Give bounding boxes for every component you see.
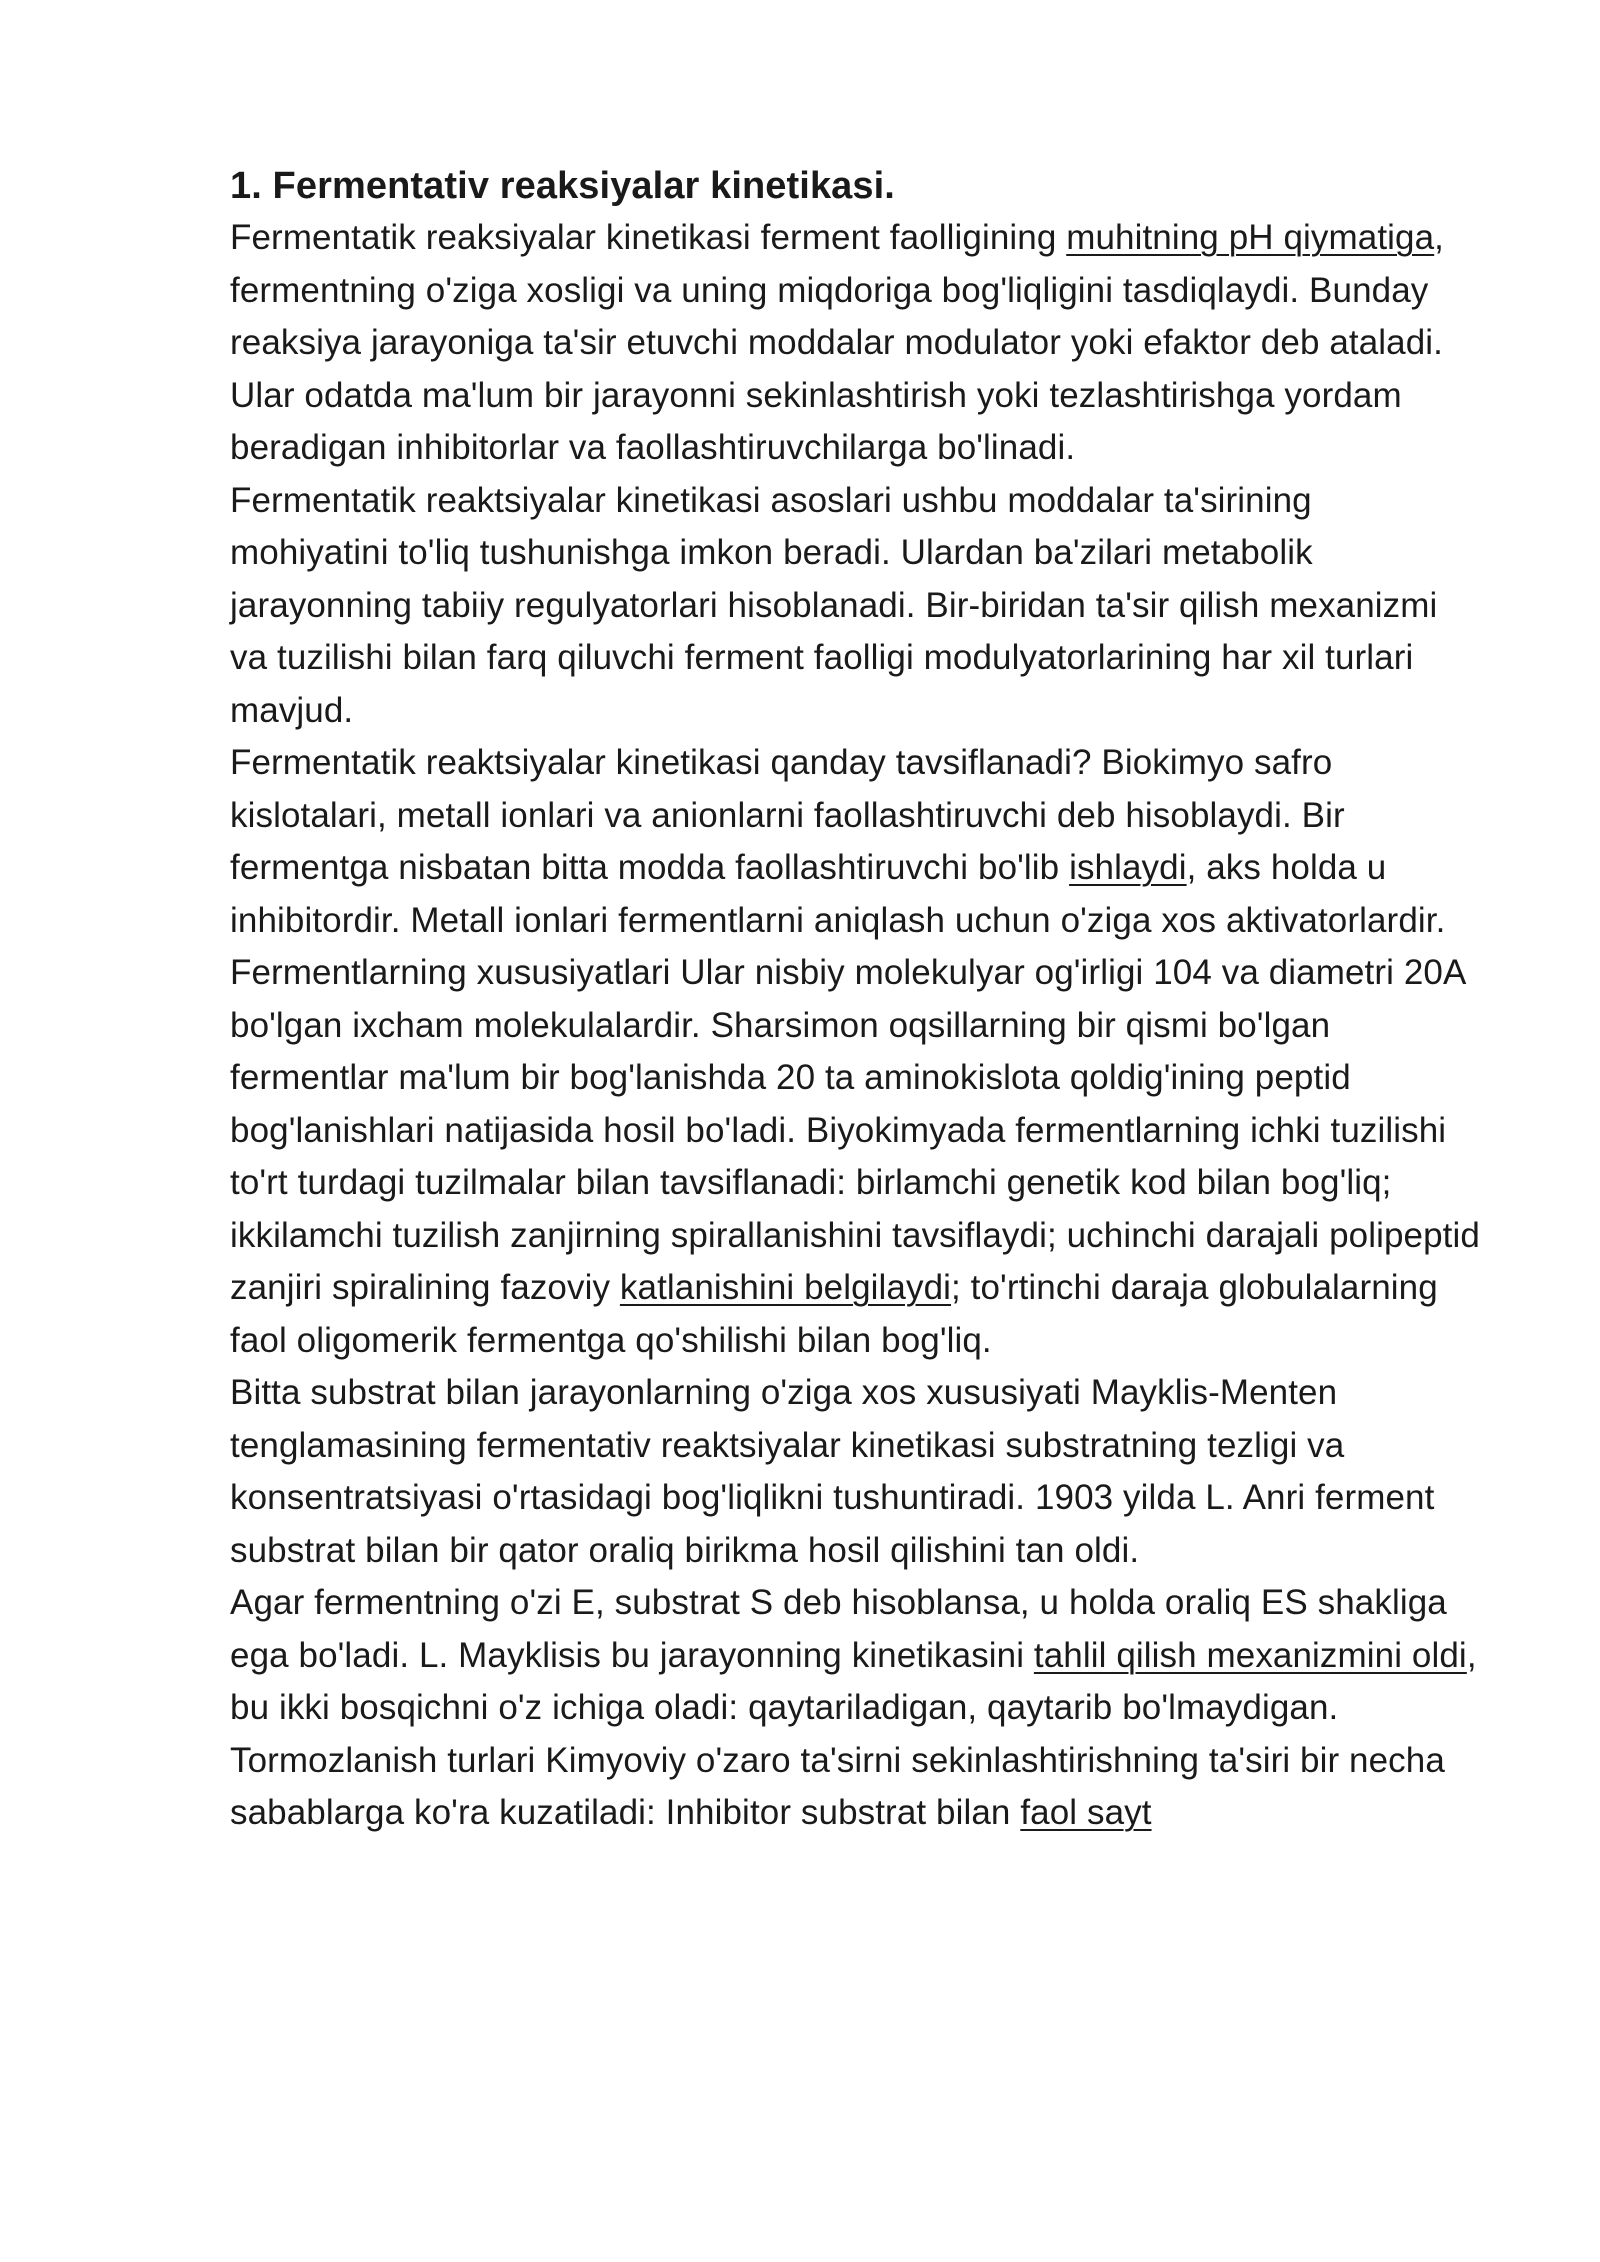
document-title: 1. Fermentativ reaksiyalar kinetikasi. [230, 165, 895, 207]
paragraph-inhibition-types [230, 1735, 1480, 1840]
link-tahlil-qilish-mexanizmini-oldi[interactable]: tahlil qilish mexanizmini oldi [1033, 1635, 1467, 1675]
link-faol-sayt[interactable]: faol sayt [1020, 1793, 1152, 1832]
paragraph-activators [230, 737, 1480, 947]
paragraph-text: Fermentatik reaktsiyalar kinetikasi qanday tavsiflanadi? Biokimyo safro kislotalari, metall ionlari va anionlarni faollashtiruvchi deb hisoblaydi. Bir fermentga nisbatan bitta modda faollashtiruvchi bo'lib [230, 743, 1345, 887]
paragraph-text: Tormozlanish turlari Kimyoviy o'zaro ta'sirni sekinlashtirishning ta'siri bir necha sabablarga ko'ra kuzatiladi: Inhibitor substrat bilan [230, 1740, 1445, 1832]
link-katlanishini-belgilaydi[interactable]: katlanishini belgilaydi [619, 1268, 952, 1307]
paragraph-text: , aks holda u inhibitordir. Metall ionlari fermentlarni aniqlash uchun o'ziga xos aktivatorlardir. [230, 848, 1446, 940]
paragraph-text: , bu ikki bosqichni o'z ichiga oladi: qaytariladigan, qaytarib bo'lmaydigan. [230, 1635, 1477, 1727]
paragraph-michaelis-menten: Bitta substrat bilan jarayonlarning o'ziga xos xususiyati Mayklis-Menten tenglamasining fermentativ reaktsiyalar kinetikasi substratning tezligi va konsentratsiyasi o'rtasidagi bog'liqlikni tushuntiradi. 1903 yilda L. Anri ferment substrat bilan bir qator oraliq birikma hosil qilishini tan oldi. [230, 1373, 1435, 1570]
paragraph-text: Fermentatik reaksiyalar kinetikasi ferment faolligining [230, 218, 1067, 257]
link-ishlaydi[interactable]: ishlaydi [1069, 848, 1187, 887]
paragraph-es-complex [230, 1577, 1480, 1735]
paragraph-kinetics-basics: Fermentatik reaktsiyalar kinetikasi asoslari ushbu moddalar ta'sirining mohiyatini to'liq tushunishga imkon beradi. Ulardan ba'zilari metabolik jarayonning tabiiy regulyatorlari hisoblanadi. Bir-biridan ta'sir qilish mexanizmi va tuzilishi bilan farq qiluvchi ferment faolligi modulyatorlarining har xil turlari mavjud. [230, 480, 1438, 730]
paragraph-text: Agar fermentning o'zi E, substrat S deb hisoblansa, u holda oraliq ES shakliga ega bo'ladi. L. Mayklisis bu jarayonning kinetikasini [230, 1583, 1447, 1675]
document-page [230, 160, 1480, 1840]
link-muhitning-ph-qiymatiga[interactable]: muhitning pH qiymatiga [1066, 218, 1435, 257]
paragraph-text: ; to'rtinchi daraja globulalarning faol oligomerik fermentga qo'shilishi bilan bog'liq. [230, 1268, 1438, 1360]
paragraph-text: Fermentlarning xususiyatlari Ular nisbiy molekulyar og'irligi 104 va diametri 20A bo'lgan ixcham molekulalardir. Sharsimon oqsillarning bir qismi bo'lgan fermentlar ma'lum bir bog'lanishda 20 ta aminokislota qoldig'ining peptid bog'lanishlari natijasida hosil bo'ladi. Biyokimyada fermentlarning ichki tuzilishi to'rt turdagi tuzilmalar bilan tavsiflanadi: birlamchi genetik kod bilan bog'liq; ikkilamchi tuzilish zanjirning spirallanishini tavsiflaydi; uchinchi darajali polipeptid zanjiri spiralining fazoviy [230, 953, 1480, 1307]
paragraph-ph-dependence [230, 212, 1480, 475]
paragraph-text: , fermentning o'ziga xosligi va uning miqdoriga bog'liqligini tasdiqlaydi. Bunday reaksiya jarayoniga ta'sir etuvchi moddalar modulator yoki efaktor deb ataladi. Ular odatda ma'lum bir jarayonni sekinlashtirish yoki tezlashtirishga yordam beradigan inhibitorlar va faollashtiruvchilarga bo'linadi. [230, 218, 1444, 467]
paragraph-enzyme-properties [230, 947, 1480, 1367]
